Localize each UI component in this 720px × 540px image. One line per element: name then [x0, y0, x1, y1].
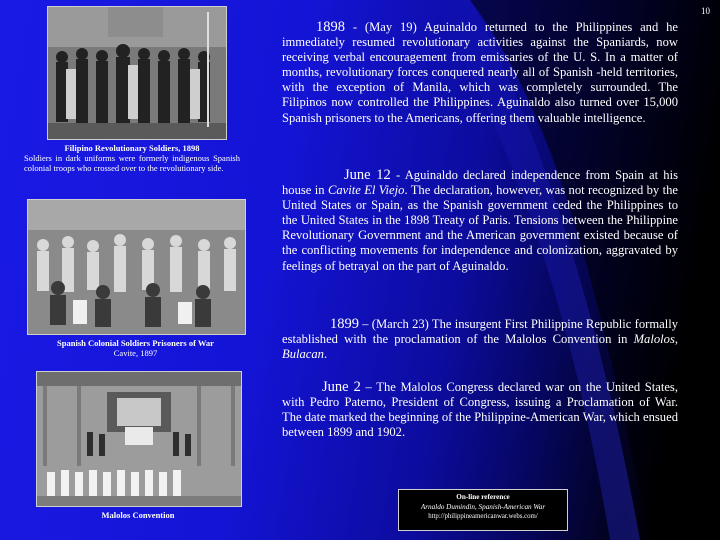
paragraph-june-2: [282, 380, 678, 440]
online-reference-box: [398, 489, 568, 531]
place-name: Cavite El Viejo: [327, 183, 405, 198]
paragraph-1899: [282, 317, 678, 362]
caption-subtitle: Cavite, 1897: [113, 348, 158, 358]
place-name: Malolos: [633, 332, 675, 347]
reference-url[interactable]: http://philippineamericanwar.webs.com/: [428, 513, 538, 520]
paragraph-lead: 1898: [316, 19, 345, 35]
caption-spanish-prisoners: [27, 338, 244, 358]
photo-filipino-revolutionary-soldiers: [47, 6, 227, 140]
photo-spanish-prisoners: [27, 199, 246, 335]
photo-malolos-convention: [36, 371, 242, 507]
paragraph-text: - (May 19) Aguinaldo returned to the Philippines and he immediately resumed revolutionary activities against the Spaniards, now receiving verbal encouragement from emissaries of the U. S. In a matter of months, revolutionary forces conquered nearly all of Spanish -held territories, with the exception of Manila, which was completely surrounded. The Filipinos now controlled the Philippines. Aguinaldo also turned over 15,000 Spanish prisoners to the Americans, offering them valuable intelligence.: [282, 20, 678, 125]
paragraph-june-12: [282, 168, 678, 274]
paragraph-text: - Aguinaldo declared independence from Spain at his house in: [282, 168, 678, 198]
paragraph-text: .: [323, 347, 328, 362]
paragraph-text: . The declaration, however, was not recognized by the United States or Spain, as the Spanish government ceded the Philippines to the United States in the 1898 Treaty of Paris. Tensions between the Philippine Revolutionary Government and the American government existed because of the conflicting movements for independence and colonization, aggravated by feelings of betrayal on the part of Aguinaldo.: [282, 183, 678, 273]
paragraph-lead: June 2: [322, 379, 361, 395]
caption-filipino-soldiers: [24, 143, 240, 173]
paragraph-text: ,: [674, 332, 678, 347]
slide-number: 10: [701, 6, 710, 16]
paragraph-text: – (March 23) The insurgent First Philippine Republic formally established with the proclamation of the Malolos Convention in: [282, 317, 678, 347]
reference-title: On-line reference: [456, 493, 510, 501]
caption-title: Spanish Colonial Soldiers Prisoners of War: [57, 338, 214, 348]
paragraph-1898: [282, 20, 678, 126]
reference-citation: Arnaldo Dumindin, Spanish-American War: [420, 503, 546, 511]
place-name: Bulacan: [282, 347, 324, 362]
caption-title: Malolos Convention: [101, 510, 175, 520]
paragraph-text: – The Malolos Congress declared war on the United States, with Pedro Paterno, President of Congress, issuing a Proclamation of War. The date marked the beginning of the Philippine-American War, which ensued between 1899 and 1902.: [282, 380, 678, 440]
caption-title: Filipino Revolutionary Soldiers, 1898: [64, 143, 200, 153]
caption-malolos-convention: [36, 510, 240, 520]
paragraph-lead: June 12: [344, 167, 391, 183]
paragraph-lead: 1899: [330, 316, 359, 332]
caption-body: Soldiers in dark uniforms were formerly indigenous Spanish colonial troops who crossed over to the revolutionary side.: [24, 153, 240, 173]
